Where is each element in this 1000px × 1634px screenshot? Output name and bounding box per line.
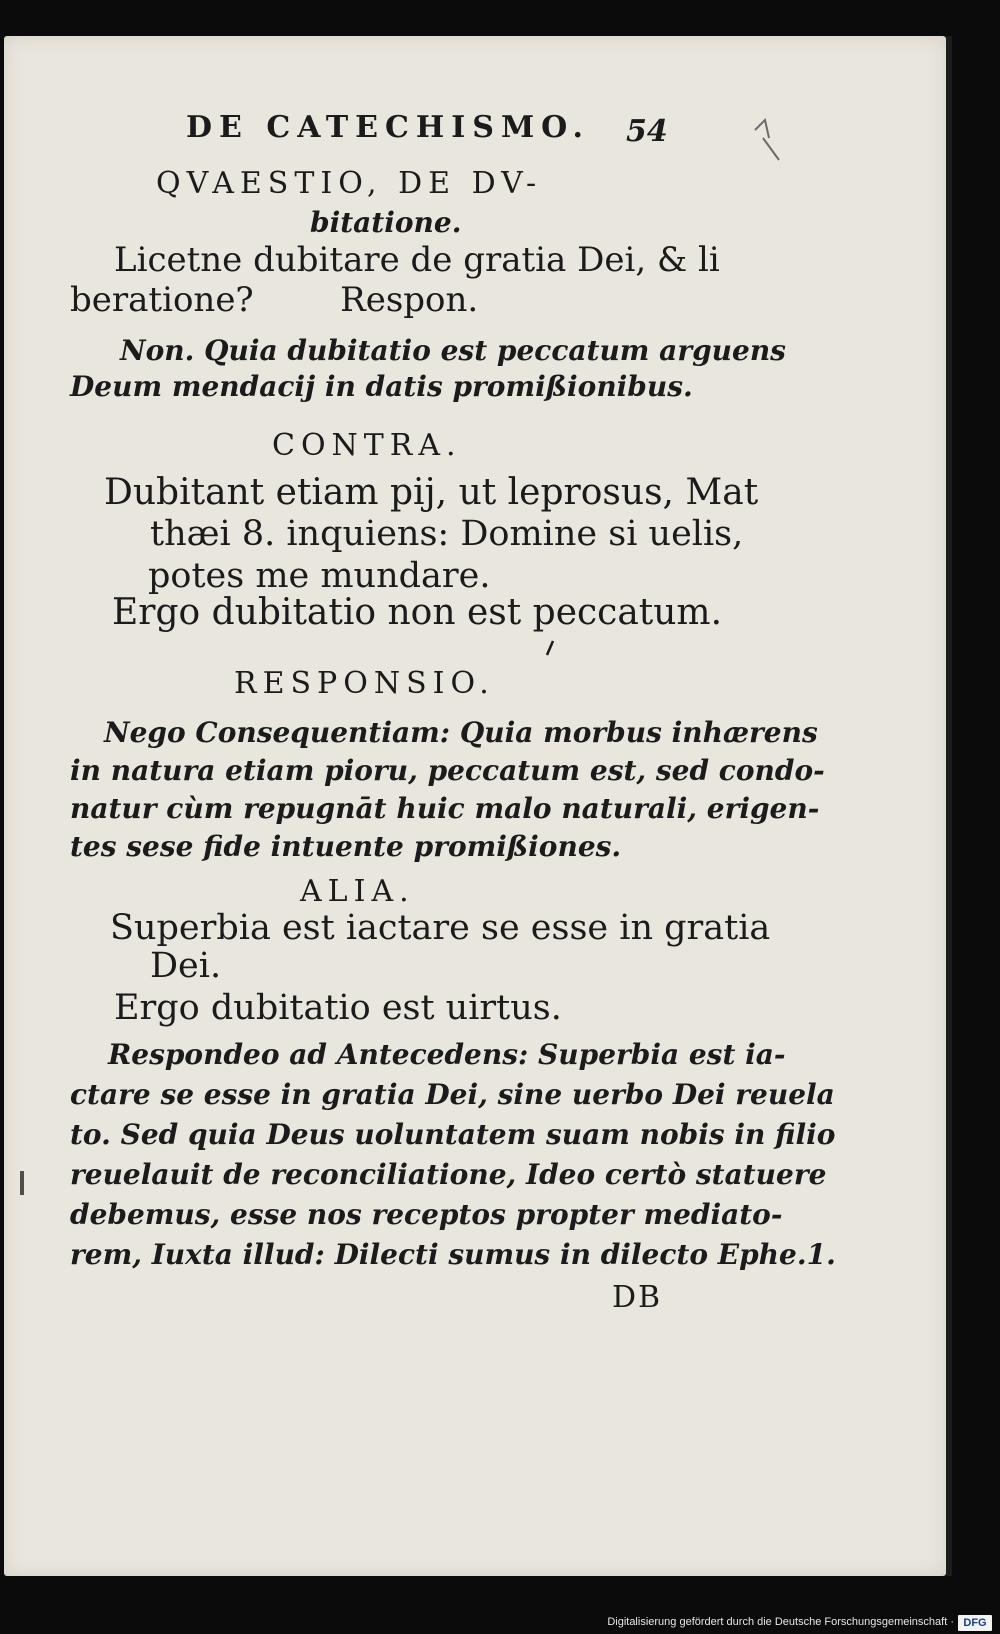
ink-tick-mark xyxy=(545,639,555,657)
page-number: 54 xyxy=(626,114,668,149)
contra-line: thæi 8. inquiens: Domine si uelis, xyxy=(150,514,744,554)
final-response-line: ctare se esse in gratia Dei, sine uerbo Dei reuela xyxy=(70,1078,835,1111)
final-response-line: reuelauit de reconciliatione, Ideo certò statuere xyxy=(70,1158,827,1191)
answer-line: Deum mendacij in datis promißionibus. xyxy=(70,370,693,403)
margin-ink-mark xyxy=(20,1171,24,1195)
alia-line: Superbia est iactare se esse in gratia xyxy=(110,908,771,948)
question-line: Licetne dubitare de gratia Dei, & li xyxy=(114,240,720,280)
contra-line: potes me mundare. xyxy=(148,556,491,596)
heading-contra: CONTRA. xyxy=(272,428,462,463)
running-head: DE CATECHISMO. xyxy=(186,110,590,145)
dfg-logo: DFG xyxy=(958,1615,992,1631)
contra-line: Dubitant etiam pij, ut leprosus, Mat xyxy=(104,472,759,513)
contra-conclusion: Ergo dubitatio non est peccatum. xyxy=(112,592,723,633)
responsio-line: Nego Consequentiam: Quia morbus inhærens xyxy=(104,716,818,749)
responsio-line: natur cùm repugnāt huic malo naturali, erigen- xyxy=(70,792,820,825)
alia-conclusion: Ergo dubitatio est uirtus. xyxy=(114,988,562,1028)
heading-responsio: RESPONSIO. xyxy=(234,666,495,701)
digitization-credit: Digitalisierung gefördert durch die Deutsche Forschungsgemeinschaft · xyxy=(607,1616,954,1628)
heading-quaestio: QVAESTIO, DE DV- xyxy=(156,166,543,201)
question-line: beratione? Respon. xyxy=(70,280,479,320)
alia-line: Dei. xyxy=(150,946,222,986)
page-edge-shadow xyxy=(946,36,952,1576)
heading-quaestio-continued: bitatione. xyxy=(310,206,462,239)
book-page xyxy=(4,36,946,1576)
final-response-line: rem, Iuxta illud: Dilecti sumus in dilecto Ephe.1. xyxy=(70,1238,836,1271)
final-response-line: to. Sed quia Deus uoluntatem suam nobis in filio xyxy=(70,1118,836,1151)
pencil-annotation-mark xyxy=(749,116,789,166)
responsio-line: tes sese fide intuente promißiones. xyxy=(70,830,622,863)
answer-line: Non. Quia dubitatio est peccatum arguens xyxy=(120,334,786,367)
heading-alia: ALIA. xyxy=(300,874,415,909)
final-response-line: Respondeo ad Antecedens: Superbia est ia- xyxy=(108,1038,786,1071)
catchword: DB xyxy=(612,1280,663,1315)
responsio-line: in natura etiam pioru, peccatum est, sed condo- xyxy=(70,754,825,787)
final-response-line: debemus, esse nos receptos propter mediato- xyxy=(70,1198,783,1231)
